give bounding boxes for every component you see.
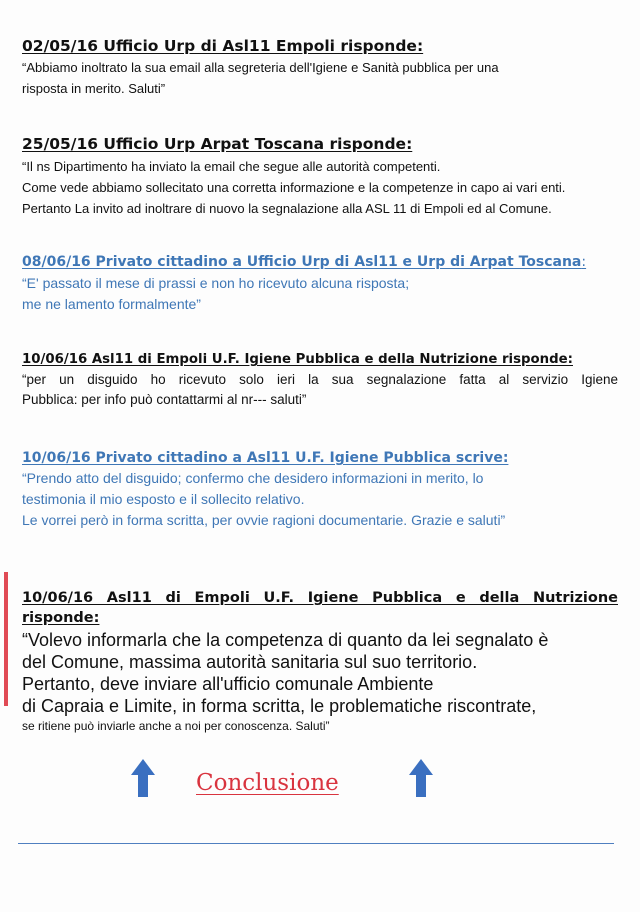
entry-4-body — [22, 370, 618, 410]
entry-2-line-1: “Il ns Dipartimento ha inviato la email che segue alle autorità competenti. — [22, 159, 441, 174]
entry-2-line-3: Pertanto La invito ad inoltrare di nuovo la segnalazione alla ASL 11 di Empoli ed al Comune. — [22, 201, 552, 216]
up-arrow-icon[interactable] — [408, 758, 434, 798]
entry-6 — [22, 588, 618, 735]
entry-6-header-line-1: 10/06/16 Asl11 di Empoli U.F. Igiene Pubblica e della Nutrizione — [22, 590, 618, 606]
entry-3-body — [22, 273, 618, 315]
conclusione-link[interactable]: Conclusione — [196, 770, 339, 796]
entry-3-line-2: me ne lamento formalmente” — [22, 296, 201, 312]
entry-4-line-2: Pubblica: per info può contattarmi al nr--- saluti” — [22, 392, 307, 407]
entry-2 — [22, 134, 618, 219]
entry-3-header-text: 08/06/16 Privato cittadino a Ufficio Urp di Asl11 e Urp di Arpat Toscana — [22, 254, 582, 270]
entry-4 — [22, 350, 618, 410]
entry-6-line-3: Pertanto, deve inviare all'ufficio comunale Ambiente — [22, 674, 434, 694]
entry-6-line-4: di Capraia e Limite, in forma scritta, le problematiche riscontrate, — [22, 696, 537, 716]
entry-5-body — [22, 468, 618, 531]
entry-3-header — [22, 252, 618, 272]
entry-2-header: 25/05/16 Ufficio Urp Arpat Toscana risponde: — [22, 135, 413, 153]
entry-2-body — [22, 156, 618, 219]
entry-1-line-1: “Abbiamo inoltrato la sua email alla segreteria dell'Igiene e Sanità pubblica per una — [22, 60, 499, 75]
highlight-bar — [4, 572, 8, 706]
entry-1-header: 02/05/16 Ufficio Urp di Asl11 Empoli risponde: — [22, 37, 424, 55]
entry-1 — [22, 36, 618, 99]
entry-6-body — [22, 629, 618, 717]
entry-5-header: 10/06/16 Privato cittadino a Asl11 U.F. Igiene Pubblica scrive: — [22, 450, 509, 466]
entry-6-tail: se ritiene può inviarle anche a noi per conoscenza. Saluti” — [22, 719, 330, 733]
bottom-divider — [18, 843, 614, 844]
entry-6-line-1: “Volevo informarla che la competenza di quanto da lei segnalato è — [22, 630, 549, 650]
entry-1-body — [22, 57, 618, 99]
entry-3-header-colon: : — [581, 254, 587, 270]
entry-3 — [22, 252, 618, 315]
entry-4-header: 10/06/16 Asl11 di Empoli U.F. Igiene Pubblica e della Nutrizione risponde: — [22, 352, 573, 367]
entry-4-line-1: “per un disguido ho ricevuto solo ieri la sua segnalazione fatta al servizio Igiene — [22, 372, 618, 387]
entry-1-line-2: risposta in merito. Saluti” — [22, 81, 166, 96]
entry-6-line-2: del Comune, massima autorità sanitaria sul suo territorio. — [22, 652, 478, 672]
entry-2-line-2: Come vede abbiamo sollecitato una corretta informazione e la competenze in capo ai vari enti. — [22, 180, 566, 195]
entry-5-line-3: Le vorrei però in forma scritta, per ovvie ragioni documentarie. Grazie e saluti” — [22, 512, 506, 528]
entry-6-header-line-2: risponde: — [22, 610, 100, 626]
entry-5-line-1: “Prendo atto del disguido; confermo che desidero informazioni in merito, lo — [22, 470, 484, 486]
up-arrow-icon[interactable] — [130, 758, 156, 798]
entry-3-line-1: “E' passato il mese di prassi e non ho ricevuto alcuna risposta; — [22, 275, 410, 291]
entry-5 — [22, 448, 618, 531]
entry-5-line-2: testimonia il mio esposto e il sollecito relativo. — [22, 491, 305, 507]
